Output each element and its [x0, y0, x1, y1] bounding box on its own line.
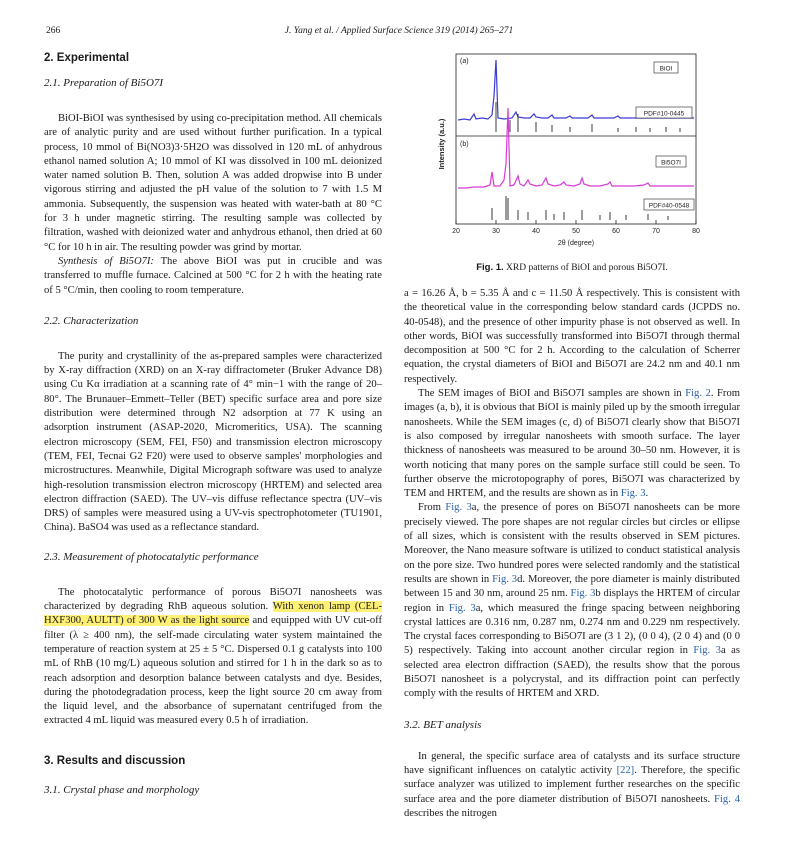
- bi5o7i-curve: [458, 108, 694, 188]
- legend-pdf1: PDF#10-0445: [643, 110, 685, 118]
- caption-label: Fig. 1.: [476, 262, 504, 273]
- tick-label-40: 40: [532, 228, 540, 235]
- p7-e: a, which measured the fringe spacing between neighboring crystal lattices are 0.316 nm, 0.287 nm, 0.274 nm and 0.229 nm respectively. The crystal faces corresponding to Bi5O7I are (3 1 2), (0 0 4), (2 0 4) and (0 0 5) respectively. Taking into account another circular region in: [404, 602, 740, 657]
- p6-c: .: [645, 488, 649, 500]
- paragraph-lattice: a = 16.26 Å, b = 5.35 Å and c = 11.50 Å respectively. This is consistent with the theoretical value in the corresponding below standard cards (JCPDS no. 40-0548), and the presence of other impurity phase is not observed as well. In other words, BiOI was successfully transformed into Bi5O7I through thermal decomposition at 500 °C for 2 h. According to the calculation of Scherrer equation, the crystal diameters of BiOI and Bi5O7I are 24.2 nm and 40.1 nm respectively.: [404, 288, 740, 385]
- xrd-chart: [404, 48, 740, 258]
- fig3-link[interactable]: Fig. 3: [445, 502, 472, 514]
- legend-biol: BiOI: [659, 65, 673, 73]
- highlighted-text[interactable]: With xenon lamp (CEL-HXF300, AULTT) of 300 W as the light source: [44, 601, 382, 627]
- subsection-crystal-phase: 3.1. Crystal phase and morphology: [44, 783, 200, 796]
- paragraph-tem: [404, 501, 740, 701]
- legend-pdf2: PDF#40-0548: [648, 202, 690, 210]
- fig3-link[interactable]: Fig. 3: [570, 588, 596, 600]
- fig3-link[interactable]: Fig. 3: [492, 573, 518, 585]
- fig3-link[interactable]: Fig. 3: [620, 488, 646, 500]
- panel-b-label: (b): [460, 141, 469, 148]
- caption-text: XRD patterns of BiOI and porous Bi5O7I.: [503, 263, 668, 273]
- paragraph-bi5o7i: [44, 255, 382, 298]
- tick-label-30: 30: [492, 228, 500, 235]
- paragraph-sem: [404, 387, 740, 501]
- paragraph-bet: [404, 750, 740, 821]
- x-axis-label: 2θ (degree): [557, 240, 595, 247]
- paragraph-bi5o7i-text: The above BiOI was put in crucible and was transferred to muffle furnace. Calcined at 500 °C for 2 h with the heating rate of 5 °C/min, then cooling to room temperature.: [44, 255, 382, 296]
- p8-b: . Therefore, the specific surface analyzer was utilized to implement further researches on the specific surface area and the pore diameter distribution of Bi5O7I nanosheets.: [404, 764, 740, 805]
- paragraph-measurement-a: The photocatalytic performance of porous Bi5O7I nanosheets was characterized by degrading RhB aqueous solution.: [44, 586, 382, 613]
- paragraph-synthesis: BiOI-BiOI was synthesised by using co-precipitation method. All chemicals are of analytic purity and are used without further purification. In a typical process, 10 mmol of Bi(NO3)3·5H2O was dissolved in 120 mL of anhydrous ethanol named solution A; 10 mmol of KI was dissolved in 100 mL deionized water named solution B. Then, solution A was added dropwise into B under vigorous stirring and adjusted the pH value of the solution to 7 with 1.5 M ammonia. Subsequently, the suspension was heated with water-bath at 80 °C for 3 h under magnetic stirring. The resulting sample was collected by filtration, washed with deionized water and anhydrous ethanol, then dried at 60 °C for 10 h in air. The resulting powder was grind by mortar.: [44, 113, 382, 253]
- ref-22-link[interactable]: [22]: [616, 764, 635, 776]
- page-number: 266: [46, 26, 61, 36]
- p6-b: . From images (a, b), it is obvious that BiOI is mainly piled up by the smooth irregular nanosheets. While the SEM images (c, d) of Bi5O7I clearly show that Bi5O7I is also composed by irregular nanosheets with smooth surface. The layer thickness of nanosheets was measured to be around 30–50 nm. However, it is worth noticing that many pores on the sample surface still could be seen. To further observe the microtopography of pores, Bi5O7I was characterized by TEM and HRTEM, and the results are shown as in: [404, 388, 740, 500]
- fig3-link[interactable]: Fig. 3: [448, 602, 476, 614]
- p7-c: d. Moreover, the pore diameter is mainly distributed between 15 and 30 nm, around 25 nm.: [404, 573, 740, 600]
- fig2-link[interactable]: Fig. 2: [685, 388, 711, 400]
- p7-d: b displays the HRTEM of circular region in: [404, 588, 740, 614]
- p8-c: describes the nitrogen: [404, 807, 497, 819]
- tick-label-70: 70: [652, 228, 660, 235]
- figure-caption: [404, 262, 740, 273]
- subsection-bet: 3.2. BET analysis: [404, 718, 482, 731]
- figure-1: [404, 48, 740, 258]
- plot-frame: [456, 54, 696, 224]
- fig3-link[interactable]: Fig. 3: [693, 645, 721, 657]
- tick-label-60: 60: [612, 228, 620, 235]
- right-column: [404, 48, 740, 821]
- subsection-preparation: 2.1. Preparation of Bi5O7I: [44, 77, 164, 89]
- left-column: [44, 48, 382, 797]
- running-header: J. Yang et al. / Applied Surface Science 319 (2014) 265–271: [284, 26, 514, 36]
- pdf-40-0548-sticks: [492, 196, 668, 220]
- tick-label-80: 80: [692, 228, 700, 235]
- p8-a: In general, the specific surface area of catalysts and its surface structure have significant influences on catalytic activity: [404, 750, 740, 776]
- paragraph-measurement: [44, 586, 382, 729]
- paragraph-measurement-b: and equipped with UV cut-off filter (λ ≥ 400 nm), the self-made circulating water system maintained the temperature of reaction system at 25 ± 5 °C. Dispersed 0.1 g catalysts into 100 mL of RhB (10 mg/L) aqueous solution and stirred for 1 h in the dark so as to reach adsorption and desorption balance between catalysts and dye. Besides, during the photodegradation process, keep the light source 20 cm away from the liquid level, and the absorbance of supernatant centrifuged from the extracted 4 mL liquid was measured every 0.5 h of irradiation.: [44, 615, 382, 727]
- p7-f: a as selected area electron diffraction (SAED), the results show that the porous Bi5O7I nanosheet is a polycrystal, and its diffraction point can perfectly comply with the results of HRTEM and XRD.: [404, 645, 740, 700]
- section-results: 3. Results and discussion: [44, 754, 186, 767]
- subsection-characterization: 2.2. Characterization: [44, 314, 139, 327]
- run-in-heading: Synthesis of Bi5O7I:: [58, 255, 154, 267]
- paragraph-characterization: The purity and crystallinity of the as-prepared samples were characterized by X-ray diffraction (XRD) on an X-ray diffractometer (Bruker Advance D8) using Cu Kα irradiation at a scanning rate of 4° min−1 with the range of 20–80°. The Brunauer–Emmett–Teller (BET) specific surface area and pore size distribution were determined through N2 adsorption at 77 K using an adsorption instrument (ASAP-2020, Micromeritics, USA). The scanning electron microscopy (SEM, FEI, F50) and transmission electron microscopy (TEM, FEI, Tecnai G2 F20) were used to observe samples' morphologies and microstructures. Meanwhile, Digital Micrograph software was used to analyze high-resolution transmission electron microscopy (HRTEM) and selected area electron diffraction (SAED). The UV–vis diffuse reflectance spectra (UV–vis DRS) of samples were measured using a UV-vis spectrophotometer (TU1901, China). BaSO4 was used as a reflectance standard.: [44, 350, 382, 534]
- y-axis-label: Intensity (a.u.): [437, 118, 446, 170]
- x-axis-ticks: [456, 220, 696, 224]
- legend-bi5o7i: Bi5O7I: [661, 159, 681, 167]
- p7-a: From: [418, 502, 446, 514]
- panel-a-label: (a): [460, 58, 469, 65]
- p6-a: The SEM images of BiOI and Bi5O7I samples are shown in: [418, 388, 686, 400]
- fig4-link[interactable]: Fig. 4: [714, 793, 741, 805]
- subsection-measurement: 2.3. Measurement of photocatalytic performance: [44, 550, 259, 563]
- section-experimental: 2. Experimental: [44, 52, 130, 64]
- p7-b: a, the presence of pores on Bi5O7I nanosheets can be more precisely viewed. The pore shapes are not regular circles but circles or ellipse of all sizes, which is consistent with the results observed in SEM pictures. Moreover, the Nano measure software is utilized to conduct statistical analysis on the pore size. Two hundred pores were selected randomly and the statistical results are shown in: [404, 502, 740, 585]
- tick-label-20: 20: [452, 228, 460, 235]
- tick-label-50: 50: [572, 228, 580, 235]
